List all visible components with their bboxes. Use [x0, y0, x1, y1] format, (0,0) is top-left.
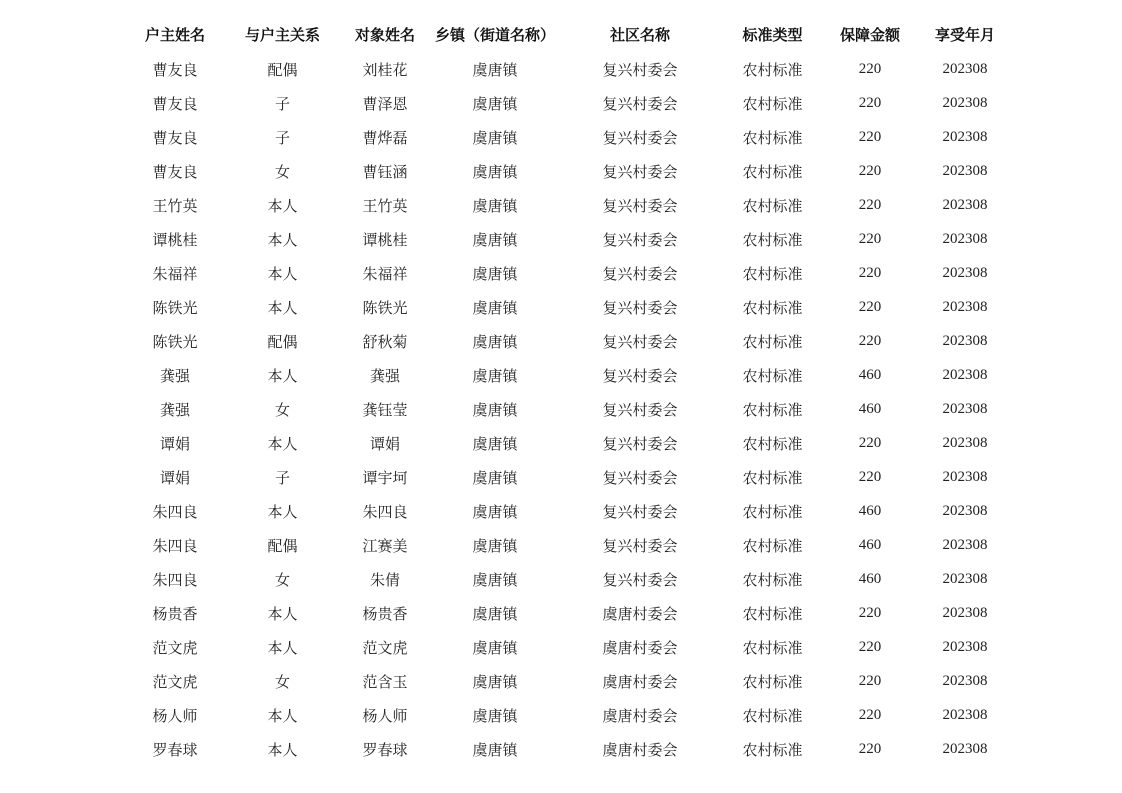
- householder-name-cell: 朱四良: [152, 502, 198, 521]
- table-row: [120, 392, 1010, 426]
- householder-name-cell: 朱四良: [152, 570, 198, 589]
- community-cell: 虞唐村委会: [602, 740, 678, 759]
- standard-type-cell: 农村标准: [742, 366, 803, 385]
- standard-type-cell: 农村标准: [742, 60, 803, 79]
- amount-cell: 460: [858, 502, 882, 519]
- standard-type-cell: 农村标准: [742, 740, 803, 759]
- householder-name-cell: 谭娟: [159, 434, 190, 453]
- amount-cell: 220: [858, 196, 882, 213]
- township-cell: 虞唐镇: [472, 94, 518, 113]
- standard-type-cell: 农村标准: [742, 672, 803, 691]
- month-cell: 202308: [942, 162, 988, 179]
- recipient-name-cell: 杨贵香: [362, 604, 408, 623]
- table-row: [120, 154, 1010, 188]
- community-cell: 复兴村委会: [602, 468, 678, 487]
- householder-name-cell: 龚强: [159, 366, 190, 385]
- table-body: [120, 52, 1010, 766]
- relation-cell: 本人: [267, 706, 298, 725]
- table-row: [120, 86, 1010, 120]
- table-row: [120, 222, 1010, 256]
- standard-type-cell: 农村标准: [742, 604, 803, 623]
- table-row: [120, 630, 1010, 664]
- month-cell: 202308: [942, 638, 988, 655]
- month-cell: 202308: [942, 298, 988, 315]
- recipient-name-cell: 谭宇坷: [362, 468, 408, 487]
- header-standard-type: 标准类型: [742, 25, 803, 44]
- householder-name-cell: 朱福祥: [152, 264, 198, 283]
- community-cell: 虞唐村委会: [602, 672, 678, 691]
- community-cell: 虞唐村委会: [602, 604, 678, 623]
- relation-cell: 子: [274, 468, 290, 487]
- month-cell: 202308: [942, 604, 988, 621]
- householder-name-cell: 曹友良: [152, 60, 198, 79]
- township-cell: 虞唐镇: [472, 264, 518, 283]
- standard-type-cell: 农村标准: [742, 162, 803, 181]
- month-cell: 202308: [942, 60, 988, 77]
- community-cell: 复兴村委会: [602, 366, 678, 385]
- header-month: 享受年月: [934, 25, 995, 44]
- header-recipient-name: 对象姓名: [354, 25, 415, 44]
- amount-cell: 220: [858, 740, 882, 757]
- amount-cell: 220: [858, 706, 882, 723]
- householder-name-cell: 范文虎: [152, 638, 198, 657]
- township-cell: 虞唐镇: [472, 672, 518, 691]
- amount-cell: 220: [858, 604, 882, 621]
- township-cell: 虞唐镇: [472, 706, 518, 725]
- relation-cell: 本人: [267, 196, 298, 215]
- householder-name-cell: 陈铁光: [152, 332, 198, 351]
- amount-cell: 220: [858, 94, 882, 111]
- township-cell: 虞唐镇: [472, 162, 518, 181]
- community-cell: 复兴村委会: [602, 94, 678, 113]
- community-cell: 复兴村委会: [602, 128, 678, 147]
- township-cell: 虞唐镇: [472, 604, 518, 623]
- standard-type-cell: 农村标准: [742, 434, 803, 453]
- township-cell: 虞唐镇: [472, 298, 518, 317]
- relation-cell: 本人: [267, 230, 298, 249]
- recipient-name-cell: 谭桃桂: [362, 230, 408, 249]
- amount-cell: 220: [858, 128, 882, 145]
- table-row: [120, 732, 1010, 766]
- recipient-name-cell: 朱四良: [362, 502, 408, 521]
- standard-type-cell: 农村标准: [742, 502, 803, 521]
- recipient-name-cell: 范文虎: [362, 638, 408, 657]
- month-cell: 202308: [942, 706, 988, 723]
- header-relation: 与户主关系: [244, 25, 320, 44]
- community-cell: 虞唐村委会: [602, 638, 678, 657]
- recipient-name-cell: 谭娟: [369, 434, 400, 453]
- township-cell: 虞唐镇: [472, 468, 518, 487]
- standard-type-cell: 农村标准: [742, 468, 803, 487]
- standard-type-cell: 农村标准: [742, 230, 803, 249]
- relation-cell: 女: [274, 162, 290, 181]
- table-row: [120, 562, 1010, 596]
- relation-cell: 本人: [267, 740, 298, 759]
- table-row: [120, 256, 1010, 290]
- relation-cell: 配偶: [267, 536, 298, 555]
- relation-cell: 本人: [267, 298, 298, 317]
- householder-name-cell: 罗春球: [152, 740, 198, 759]
- month-cell: 202308: [942, 536, 988, 553]
- relation-cell: 本人: [267, 638, 298, 657]
- community-cell: 虞唐村委会: [602, 706, 678, 725]
- table-row: [120, 358, 1010, 392]
- month-cell: 202308: [942, 672, 988, 689]
- header-township: 乡镇（街道名称）: [435, 25, 555, 44]
- recipient-name-cell: 范含玉: [362, 672, 408, 691]
- standard-type-cell: 农村标准: [742, 298, 803, 317]
- township-cell: 虞唐镇: [472, 400, 518, 419]
- table-row: [120, 460, 1010, 494]
- householder-name-cell: 朱四良: [152, 536, 198, 555]
- amount-cell: 220: [858, 264, 882, 281]
- header-amount: 保障金额: [839, 25, 900, 44]
- community-cell: 复兴村委会: [602, 434, 678, 453]
- standard-type-cell: 农村标准: [742, 570, 803, 589]
- recipient-name-cell: 龚钰莹: [362, 400, 408, 419]
- recipient-name-cell: 刘桂花: [362, 60, 408, 79]
- township-cell: 虞唐镇: [472, 502, 518, 521]
- recipient-name-cell: 王竹英: [362, 196, 408, 215]
- recipient-name-cell: 舒秋菊: [362, 332, 408, 351]
- amount-cell: 220: [858, 60, 882, 77]
- amount-cell: 460: [858, 366, 882, 383]
- recipient-name-cell: 杨人师: [362, 706, 408, 725]
- relation-cell: 子: [274, 128, 290, 147]
- month-cell: 202308: [942, 196, 988, 213]
- township-cell: 虞唐镇: [472, 230, 518, 249]
- recipient-name-cell: 龚强: [369, 366, 400, 385]
- header-row: [120, 16, 1010, 52]
- table-row: [120, 664, 1010, 698]
- householder-name-cell: 曹友良: [152, 128, 198, 147]
- recipient-name-cell: 罗春球: [362, 740, 408, 759]
- month-cell: 202308: [942, 332, 988, 349]
- month-cell: 202308: [942, 94, 988, 111]
- householder-name-cell: 谭桃桂: [152, 230, 198, 249]
- township-cell: 虞唐镇: [472, 366, 518, 385]
- township-cell: 虞唐镇: [472, 434, 518, 453]
- recipient-name-cell: 曹钰涵: [362, 162, 408, 181]
- township-cell: 虞唐镇: [472, 638, 518, 657]
- community-cell: 复兴村委会: [602, 332, 678, 351]
- month-cell: 202308: [942, 400, 988, 417]
- householder-name-cell: 杨贵香: [152, 604, 198, 623]
- householder-name-cell: 王竹英: [152, 196, 198, 215]
- amount-cell: 460: [858, 400, 882, 417]
- amount-cell: 220: [858, 230, 882, 247]
- month-cell: 202308: [942, 230, 988, 247]
- recipient-name-cell: 陈铁光: [362, 298, 408, 317]
- standard-type-cell: 农村标准: [742, 332, 803, 351]
- table-row: [120, 324, 1010, 358]
- amount-cell: 220: [858, 332, 882, 349]
- table-row: [120, 188, 1010, 222]
- standard-type-cell: 农村标准: [742, 128, 803, 147]
- householder-name-cell: 谭娟: [159, 468, 190, 487]
- month-cell: 202308: [942, 366, 988, 383]
- amount-cell: 220: [858, 638, 882, 655]
- community-cell: 复兴村委会: [602, 196, 678, 215]
- month-cell: 202308: [942, 570, 988, 587]
- relation-cell: 本人: [267, 366, 298, 385]
- community-cell: 复兴村委会: [602, 400, 678, 419]
- township-cell: 虞唐镇: [472, 536, 518, 555]
- relation-cell: 子: [274, 94, 290, 113]
- community-cell: 复兴村委会: [602, 502, 678, 521]
- relation-cell: 本人: [267, 502, 298, 521]
- township-cell: 虞唐镇: [472, 740, 518, 759]
- community-cell: 复兴村委会: [602, 536, 678, 555]
- relation-cell: 女: [274, 400, 290, 419]
- recipient-name-cell: 曹烨磊: [362, 128, 408, 147]
- standard-type-cell: 农村标准: [742, 706, 803, 725]
- table-row: [120, 494, 1010, 528]
- amount-cell: 220: [858, 434, 882, 451]
- relation-cell: 本人: [267, 434, 298, 453]
- header-community: 社区名称: [609, 25, 670, 44]
- relation-cell: 本人: [267, 264, 298, 283]
- community-cell: 复兴村委会: [602, 298, 678, 317]
- standard-type-cell: 农村标准: [742, 638, 803, 657]
- township-cell: 虞唐镇: [472, 196, 518, 215]
- month-cell: 202308: [942, 740, 988, 757]
- householder-name-cell: 杨人师: [152, 706, 198, 725]
- amount-cell: 460: [858, 570, 882, 587]
- standard-type-cell: 农村标准: [742, 264, 803, 283]
- householder-name-cell: 范文虎: [152, 672, 198, 691]
- recipient-name-cell: 朱福祥: [362, 264, 408, 283]
- relation-cell: 女: [274, 570, 290, 589]
- relation-cell: 本人: [267, 604, 298, 623]
- township-cell: 虞唐镇: [472, 332, 518, 351]
- table-row: [120, 290, 1010, 324]
- householder-name-cell: 陈铁光: [152, 298, 198, 317]
- amount-cell: 220: [858, 672, 882, 689]
- community-cell: 复兴村委会: [602, 570, 678, 589]
- table-row: [120, 120, 1010, 154]
- community-cell: 复兴村委会: [602, 162, 678, 181]
- community-cell: 复兴村委会: [602, 264, 678, 283]
- month-cell: 202308: [942, 434, 988, 451]
- table-row: [120, 596, 1010, 630]
- township-cell: 虞唐镇: [472, 60, 518, 79]
- township-cell: 虞唐镇: [472, 128, 518, 147]
- month-cell: 202308: [942, 128, 988, 145]
- header-householder-name: 户主姓名: [144, 25, 205, 44]
- amount-cell: 220: [858, 298, 882, 315]
- month-cell: 202308: [942, 264, 988, 281]
- householder-name-cell: 曹友良: [152, 162, 198, 181]
- table-row: [120, 528, 1010, 562]
- month-cell: 202308: [942, 468, 988, 485]
- recipient-name-cell: 曹泽恩: [362, 94, 408, 113]
- township-cell: 虞唐镇: [472, 570, 518, 589]
- relation-cell: 配偶: [267, 60, 298, 79]
- community-cell: 复兴村委会: [602, 60, 678, 79]
- document-page: [120, 16, 1010, 766]
- table-row: [120, 426, 1010, 460]
- table-header: [120, 16, 1010, 52]
- table-row: [120, 52, 1010, 86]
- amount-cell: 220: [858, 468, 882, 485]
- amount-cell: 460: [858, 536, 882, 553]
- amount-cell: 220: [858, 162, 882, 179]
- relation-cell: 配偶: [267, 332, 298, 351]
- table-row: [120, 698, 1010, 732]
- standard-type-cell: 农村标准: [742, 196, 803, 215]
- community-cell: 复兴村委会: [602, 230, 678, 249]
- standard-type-cell: 农村标准: [742, 94, 803, 113]
- recipient-name-cell: 朱倩: [369, 570, 400, 589]
- householder-name-cell: 龚强: [159, 400, 190, 419]
- assistance-table: [120, 16, 1010, 766]
- recipient-name-cell: 江赛美: [362, 536, 408, 555]
- householder-name-cell: 曹友良: [152, 94, 198, 113]
- relation-cell: 女: [274, 672, 290, 691]
- standard-type-cell: 农村标准: [742, 400, 803, 419]
- month-cell: 202308: [942, 502, 988, 519]
- standard-type-cell: 农村标准: [742, 536, 803, 555]
